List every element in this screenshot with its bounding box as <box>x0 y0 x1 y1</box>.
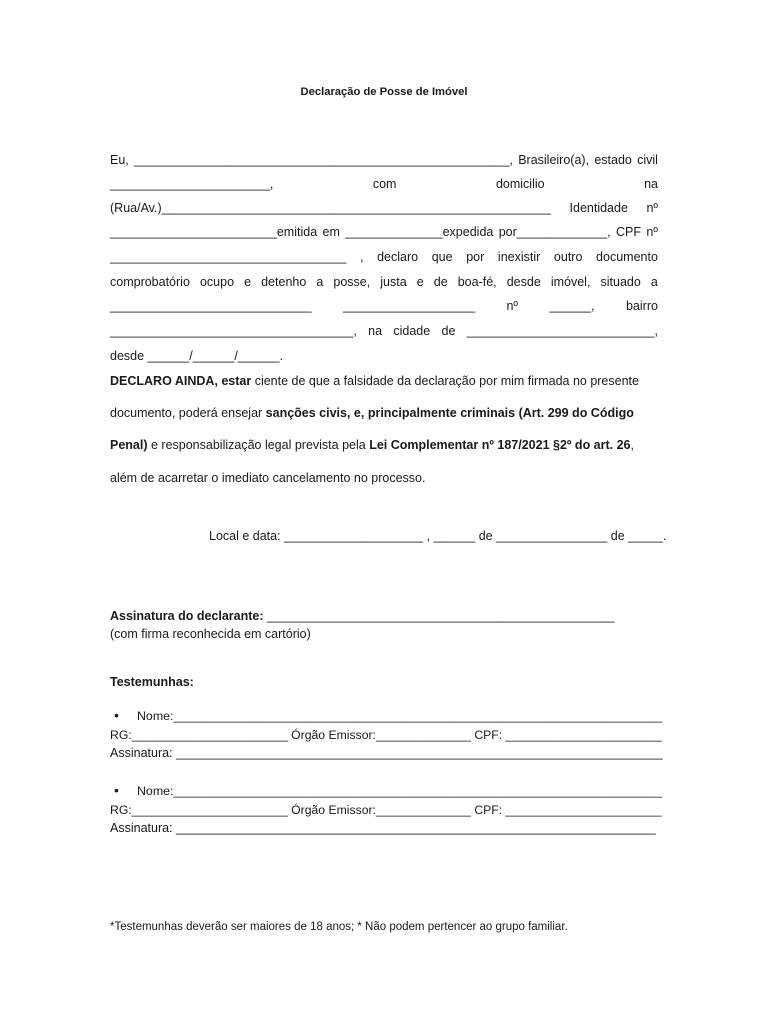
word: Brasileiro(a), <box>518 153 590 167</box>
blank-civil-status: _______________________, <box>110 177 274 191</box>
witnesses-heading: Testemunhas: <box>110 675 194 689</box>
blank-name: ______________________________________________________, <box>134 153 513 167</box>
blank-address: _____________________________ <box>110 299 312 313</box>
word: Identidade <box>569 201 628 215</box>
word: em <box>322 225 340 239</box>
word: estado <box>594 153 632 167</box>
body-line-4 <box>110 225 658 239</box>
word: inexistir <box>497 250 541 264</box>
witness-1-rg: RG:_______________________ Órgão Emissor:______________ CPF: _______________________ <box>110 728 662 742</box>
blank-cpf: __________________________________ <box>110 250 347 264</box>
witness-1-name: Nome:_______________________________________________________________________ <box>137 709 663 723</box>
body-line-8 <box>110 324 658 338</box>
body-line-2 <box>110 177 658 191</box>
word: desde <box>506 275 541 289</box>
word: nº <box>646 201 658 215</box>
word: outro <box>553 250 583 264</box>
witness-1-signature: Assinatura: ______________________________________________________________________ <box>110 746 663 760</box>
word: a <box>316 275 324 289</box>
word: comprobatório <box>110 275 190 289</box>
word: CPF <box>616 225 642 239</box>
blank-neighborhood: ___________________________________, <box>110 324 357 338</box>
bullet-icon: • <box>114 707 119 723</box>
word: ocupo <box>199 275 235 289</box>
body-line-3 <box>110 201 658 215</box>
word: na <box>644 177 658 191</box>
word: bairro <box>625 299 658 313</box>
witness-2-signature: Assinatura: _____________________________________________________________________ <box>110 821 656 835</box>
declaro-text: documento, poderá ensejar <box>110 406 266 420</box>
word: nº <box>506 299 519 313</box>
word: situado <box>600 275 641 289</box>
declaro-text: ciente de que a falsidade da declaração por mim firmada no presente <box>251 374 639 388</box>
signature-label: Assinatura do declarante: <box>110 609 264 623</box>
declaro-line-1 <box>110 374 662 388</box>
word: imóvel, <box>550 275 591 289</box>
word: na <box>368 324 383 338</box>
body-line-5 <box>110 250 658 264</box>
bullet-icon: • <box>114 782 119 798</box>
declaro-bold: sanções civis, e, principalmente criminais (Art. 299 do Código <box>265 406 634 420</box>
word: que <box>431 250 453 264</box>
blank-city: ___________________________, <box>466 324 658 338</box>
word: domicilio <box>495 177 545 191</box>
footnote: *Testemunhas deverão ser maiores de 18 anos; * Não podem pertencer ao grupo familiar. <box>110 921 568 933</box>
word: e <box>244 275 252 289</box>
word: declaro <box>377 250 419 264</box>
word: civil <box>637 153 658 167</box>
signature-line <box>110 609 615 623</box>
word: Eu, <box>110 153 129 167</box>
word: por <box>466 250 485 264</box>
word: com <box>372 177 397 191</box>
word: a <box>650 275 658 289</box>
word: nº <box>646 225 658 239</box>
witness-2-rg: RG:_______________________ Órgão Emissor:______________ CPF: _______________________ <box>110 803 662 817</box>
declaro-bold: Penal) <box>110 438 148 452</box>
word: cidade <box>393 324 431 338</box>
signature-blank: __________________________________________________ <box>263 609 615 623</box>
word: detenho <box>261 275 307 289</box>
witness-2-name: Nome:_______________________________________________________________________ <box>137 784 663 798</box>
blank-issued: ______________expedida <box>345 225 494 239</box>
body-line-6 <box>110 275 658 289</box>
declaro-line-4: além de acarretar o imediato cancelamento no processo. <box>110 471 426 485</box>
blank-address-2: ___________________ <box>343 299 476 313</box>
word: de <box>433 275 448 289</box>
word: , <box>360 250 364 264</box>
word: de <box>441 324 456 338</box>
word: posse, <box>333 275 371 289</box>
word: justa <box>380 275 407 289</box>
signature-note: (com firma reconhecida em cartório) <box>110 627 311 641</box>
local-data-line: Local e data: ____________________ , ______ de ________________ de _____. <box>209 529 667 543</box>
declaro-bold: Lei Complementar nº 187/2021 §2º do art. 26 <box>369 438 631 452</box>
declaro-text: , <box>630 438 634 452</box>
blank-number: ______, <box>549 299 595 313</box>
declaro-text: e responsabilização legal prevista pela <box>147 438 370 452</box>
declaro-bold: DECLARO AINDA, estar <box>110 374 252 388</box>
declaro-line-3 <box>110 438 662 452</box>
blank-identity: ________________________emitida <box>110 225 318 239</box>
blank-street: (Rua/Av.)________________________________________________________ <box>110 201 551 215</box>
body-line-9: desde ______/______/______. <box>110 349 284 363</box>
word: e <box>416 275 424 289</box>
blank-issuer: por_____________, <box>498 225 611 239</box>
document-title: Declaração de Posse de Imóvel <box>300 86 468 98</box>
body-line-7 <box>110 299 658 313</box>
body-line-1 <box>110 153 658 167</box>
word: documento <box>596 250 658 264</box>
declaro-line-2 <box>110 406 662 420</box>
word: boa-fé, <box>457 275 497 289</box>
